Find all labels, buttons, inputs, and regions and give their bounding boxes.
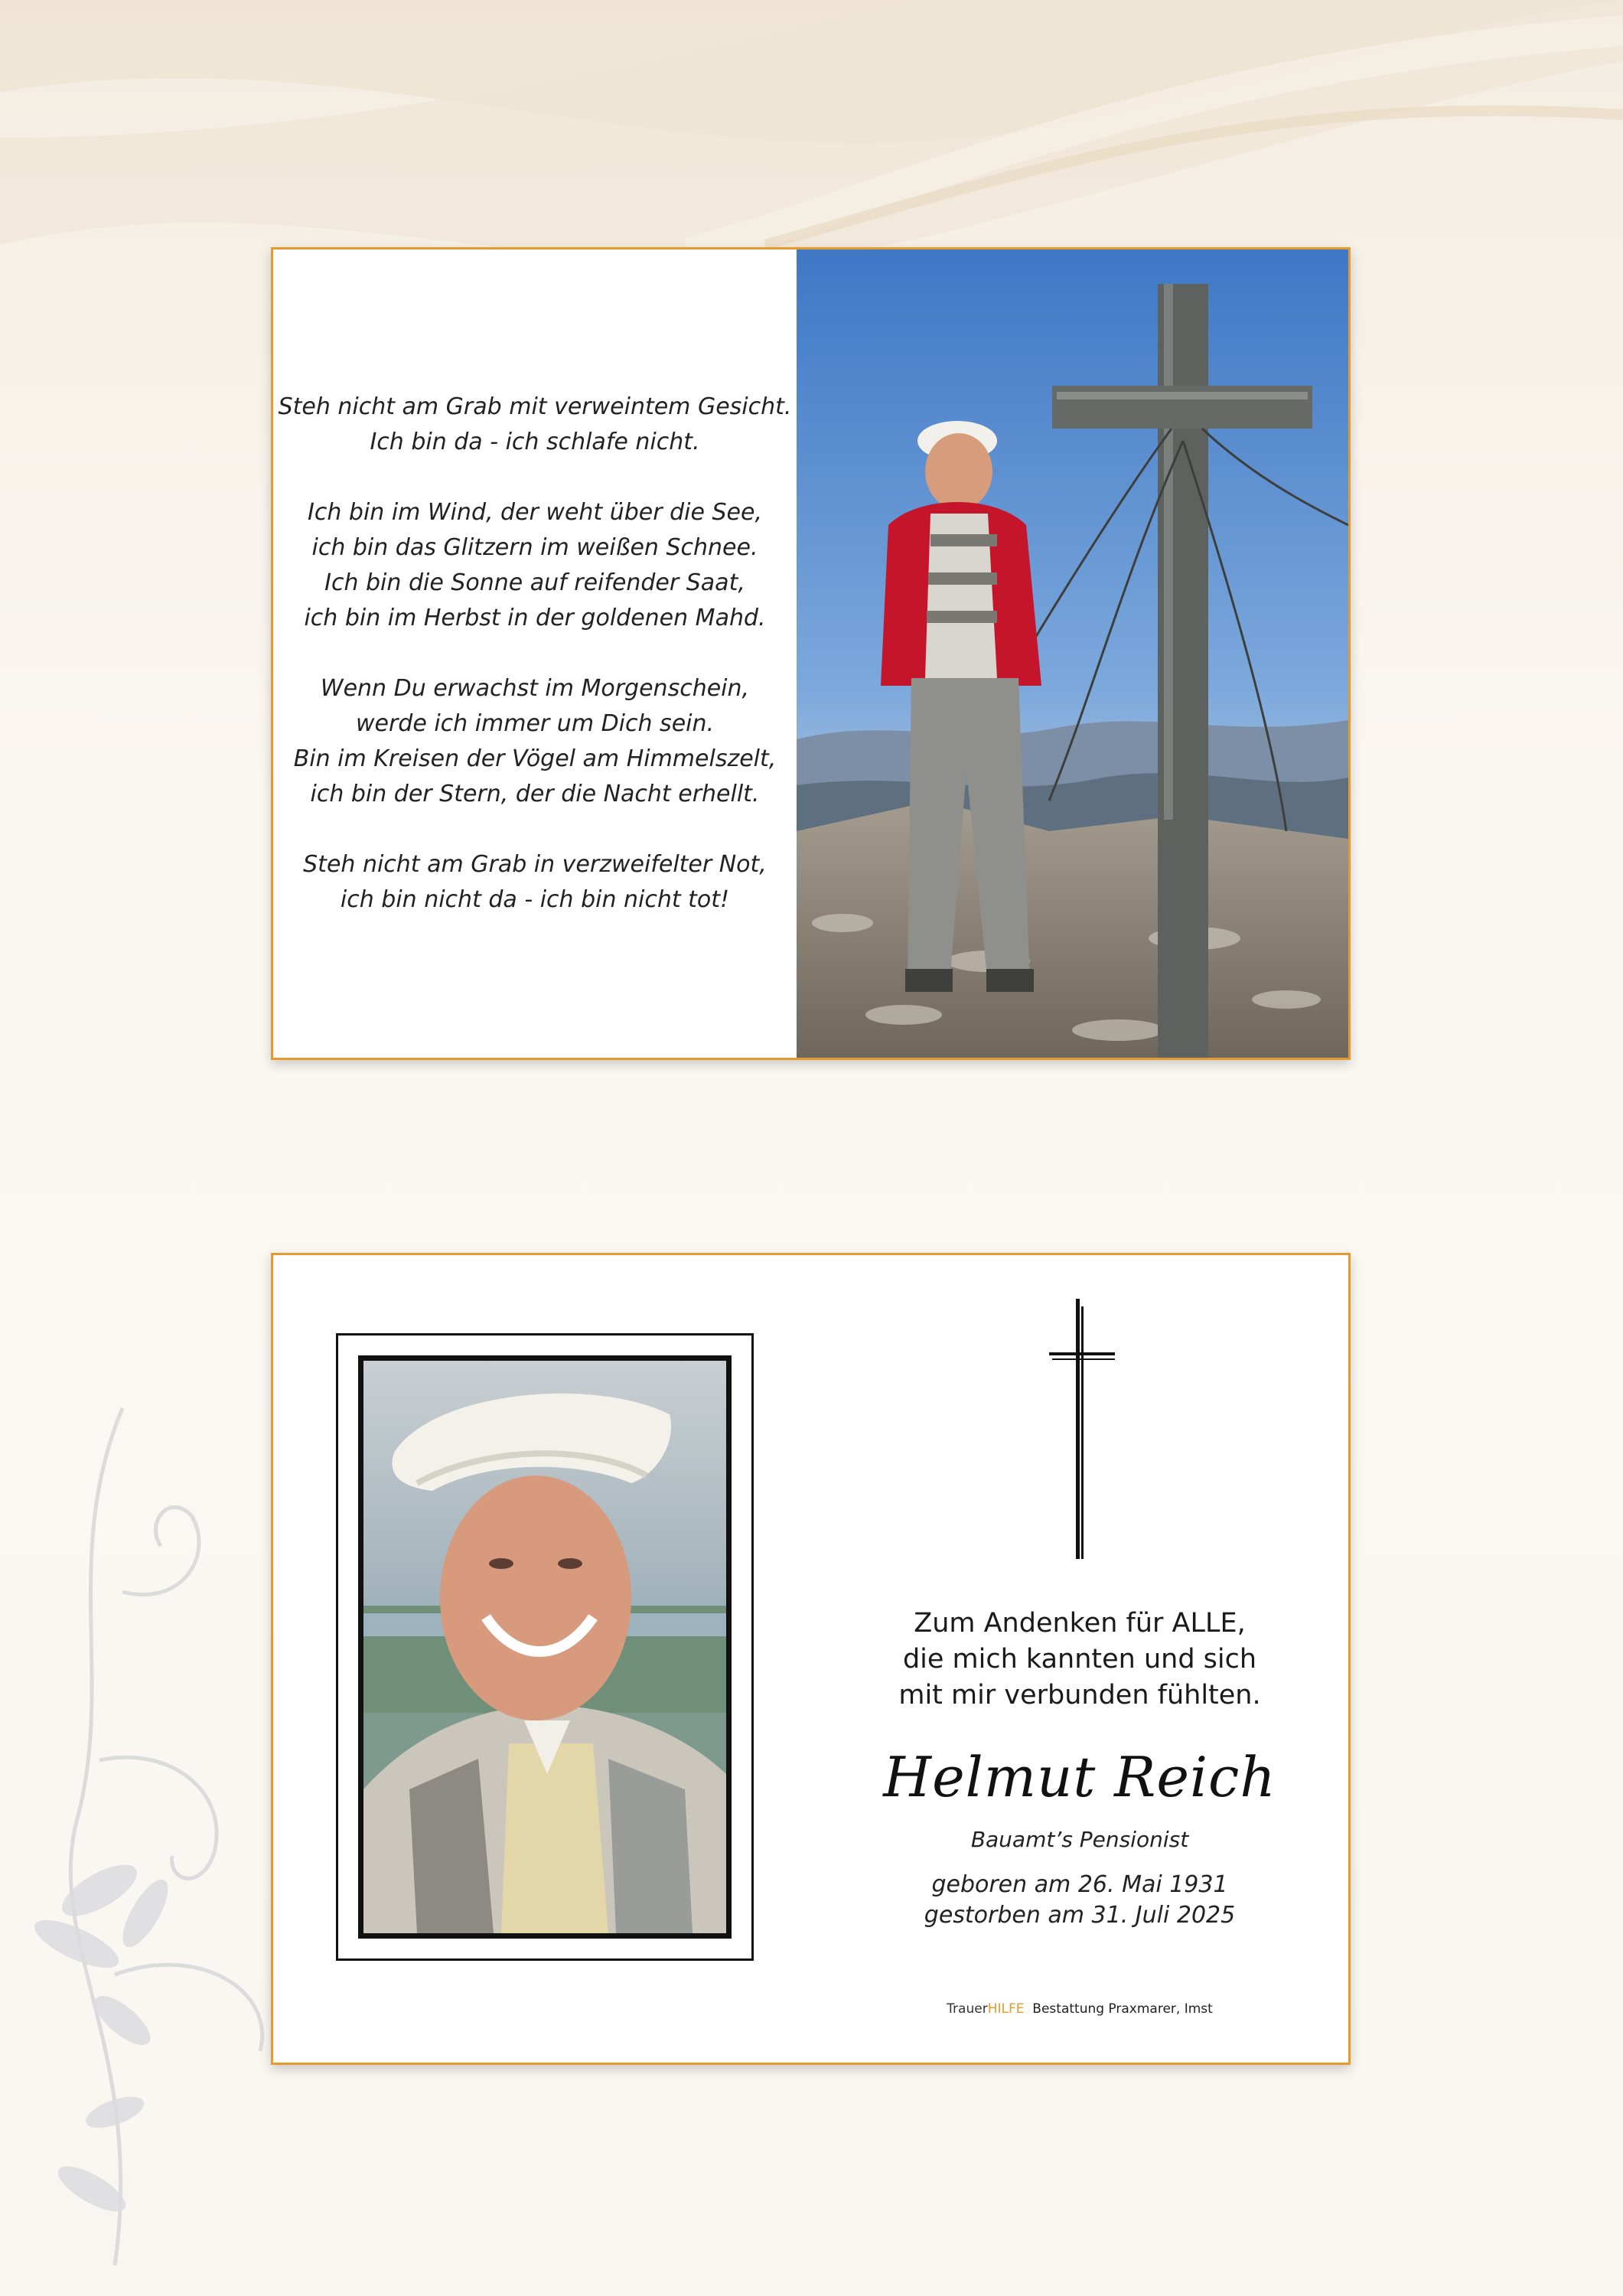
portrait-photo [358,1355,732,1939]
occupation: Bauamt’s Pensionist [970,1827,1189,1852]
brand-name-part2: HILFE [987,2001,1025,2017]
cross-icon [1048,1299,1116,1559]
poem-stanza [303,847,767,918]
poem-line: Steh nicht am Grab mit verweintem Gesicht. [278,393,792,420]
poem-line: Ich bin im Wind, der weht über die See, [308,499,762,526]
death-date: gestorben am 31. Juli 2025 [924,1902,1236,1929]
life-dates [827,1870,1332,1931]
poem-line: Steh nicht am Grab in verzweifelter Not, [303,851,767,878]
funeral-company: Bestattung Praxmarer, Imst [1032,2001,1213,2017]
brand-name-part1: Trauer [947,2001,988,2017]
deceased-name: Helmut Reich [883,1745,1276,1809]
funeral-home-credit [827,2001,1332,2017]
dedication-line: mit mir verbunden fühlten. [898,1680,1261,1711]
poem-line: Ich bin da - ich schlafe nicht. [370,429,700,455]
poem-stanza [294,671,777,812]
poem-line: Bin im Kreisen der Vögel am Himmelszelt, [293,745,777,772]
poem-stanza [304,495,765,636]
memorial-dedication [827,1606,1332,1714]
poem-line: Wenn Du erwachst im Morgenschein, [320,675,750,702]
poem-line: werde ich immer um Dich sein. [355,710,715,737]
poem-line: Ich bin die Sonne auf reifender Saat, [324,569,745,596]
dedication-line: die mich kannten und sich [902,1644,1257,1675]
birth-date: geboren am 26. Mai 1931 [931,1871,1228,1898]
poem-card [271,247,1351,1060]
poem [273,249,797,1058]
poem-line: ich bin im Herbst in der goldenen Mahd. [304,605,766,631]
poem-line: ich bin der Stern, der die Nacht erhellt. [310,781,760,807]
dedication-line: Zum Andenken für ALLE, [914,1608,1246,1639]
poem-line: ich bin nicht da - ich bin nicht tot! [340,886,730,913]
memorial-card [271,1253,1351,2065]
mountain-summit-photo [797,249,1348,1058]
portrait-frame [336,1333,754,1961]
poem-line: ich bin das Glitzern im weißen Schnee. [311,534,758,561]
poem-stanza [279,390,792,460]
